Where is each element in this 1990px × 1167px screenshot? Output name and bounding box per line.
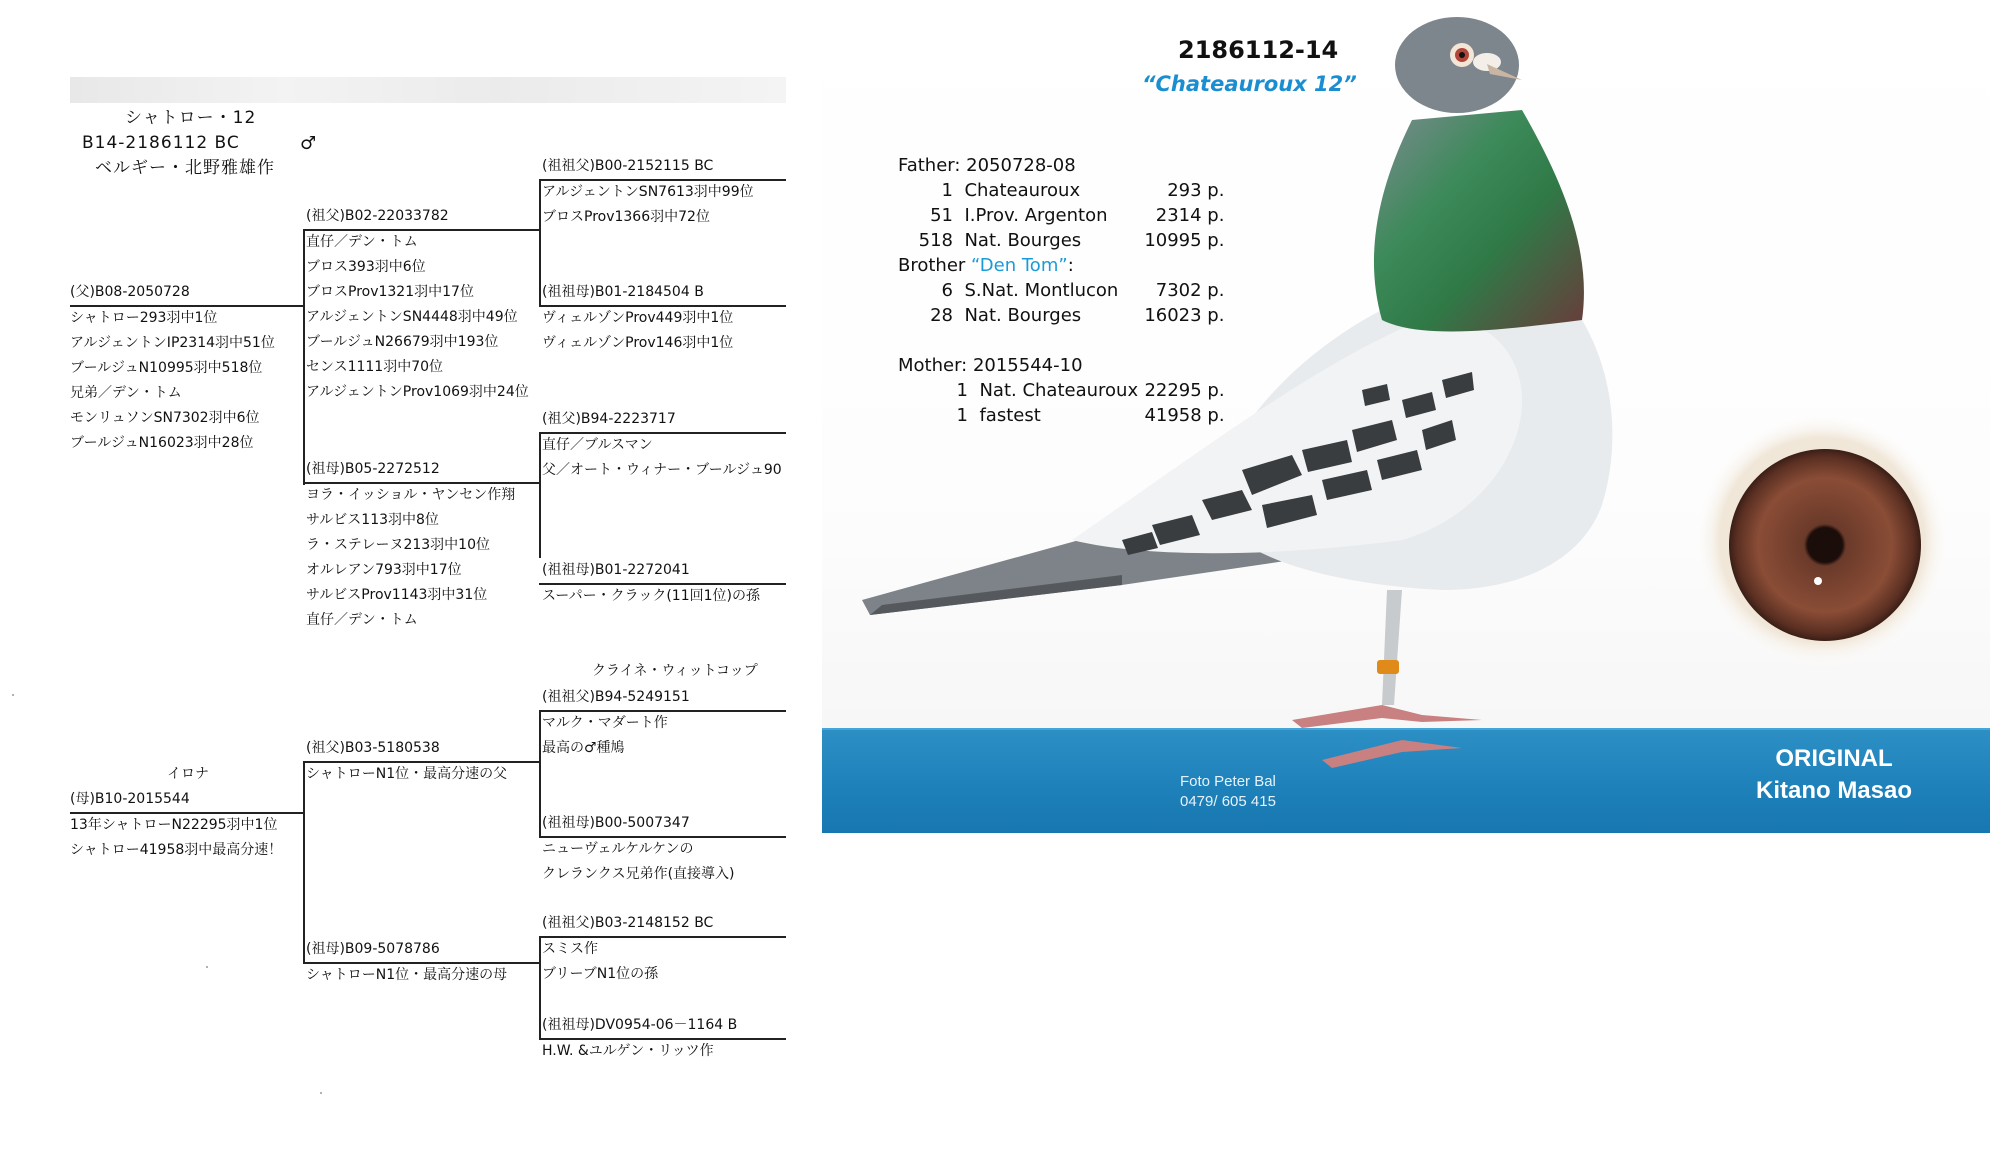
mgf-notes: シャトローN1位・最高分速の父 [306, 766, 508, 782]
father-id: (父)B08-2050728 [70, 284, 190, 300]
eye-closeup-iris [1729, 449, 1921, 641]
father-bracket [303, 230, 305, 485]
card-ring-number: 2186112-14 [1178, 36, 1339, 64]
pgf-notes: 直仔／デン・トム ブロス393羽中6位 ブロスProv1321羽中17位 アルジェントンSN4448羽中49位 ブールジュN26679羽中193位 センス1111羽中70位 アルジェントンProv1069羽中24位 [306, 234, 529, 400]
pgm-bracket [539, 432, 541, 558]
father-results [898, 178, 1228, 253]
ggf2-notes: 直仔／ブルスマン 父／オート・ウィナー・ブールジュ90 [542, 437, 782, 478]
mgf-id: (祖父)B03-5180538 [306, 740, 440, 756]
pigeon-photo-card [822, 0, 1990, 833]
pigeon-leg [1382, 590, 1402, 705]
ggf1-notes: アルジェントンSN7613羽中99位 ブロスProv1366羽中72位 [542, 184, 754, 225]
mother-results [898, 378, 1228, 428]
ggm4-notes: H.W. &ユルゲン・リッツ作 [542, 1043, 714, 1059]
result-row: 28 Nat. Bourges 16023 p. [930, 305, 1225, 326]
ggm1-id: (祖祖母)B01-2184504 B [542, 284, 704, 300]
ggf2-id: (祖父)B94-2223717 [542, 411, 676, 427]
scan-speck [12, 694, 14, 696]
result-row: 1 fastest 41958 p. [956, 405, 1225, 426]
scan-shadow [70, 77, 786, 103]
ggm1-notes: ヴィェルゾンProv449羽中1位 ヴィェルゾンProv146羽中1位 [542, 310, 734, 351]
pigeon-neck [1374, 110, 1584, 332]
result-row: 1 Chateauroux 293 p. [941, 180, 1225, 201]
mother-id: (母)B10-2015544 [70, 791, 190, 807]
pigeon-foot [1292, 705, 1482, 728]
ggm3-notes: ニューヴェルケルケンの クレランクス兄弟作(直接導入) [542, 841, 735, 882]
card-bird-name: “Chateauroux 12” [1142, 72, 1357, 96]
ggm4-id: (祖祖母)DV0954-06－1164 B [542, 1017, 738, 1033]
note: ブールジュN16023羽中28位 [70, 435, 254, 451]
pgm-id: (祖母)B05-2272512 [306, 461, 440, 477]
father-line: Father: 2050728-08 [898, 155, 1076, 176]
result-row: 1 Nat. Chateauroux 22295 p. [956, 380, 1225, 401]
ggf3-id: (祖祖父)B94-5249151 [542, 689, 690, 705]
ggf3-title: クライネ・ウィットコップ [592, 663, 758, 679]
father-notes [70, 306, 275, 456]
pgf-bracket [539, 179, 541, 305]
ggm2-id: (祖祖母)B01-2272041 [542, 562, 690, 578]
ggf4-id: (祖祖父)B03-2148152 BC [542, 915, 714, 931]
note: シャトロー293羽中1位 [70, 310, 218, 326]
bird-ring: B14-2186112 BC [82, 133, 240, 153]
result-row: 6 S.Nat. Montlucon 7302 p. [941, 280, 1225, 301]
mother-bracket [303, 762, 305, 962]
brother-results [898, 278, 1228, 328]
result-row: 518 Nat. Bourges 10995 p. [918, 230, 1225, 251]
brother-name: “Den Tom” [971, 255, 1068, 276]
pedigree-document [0, 0, 820, 1167]
sex-symbol: ♂ [300, 133, 318, 154]
bird-origin: ベルギー・北野雅雄作 [95, 158, 275, 178]
mother-notes: 13年シャトローN22295羽中1位 シャトロー41958羽中最高分速！ [70, 817, 283, 858]
mother-name: イロナ [167, 766, 209, 782]
ggm3-id: (祖祖母)B00-5007347 [542, 815, 690, 831]
pgf-id: (祖父)B02-22033782 [306, 208, 449, 224]
mgm-bracket [539, 937, 541, 1039]
ggm2-notes: スーパー・クラック(11回1位)の孫 [542, 588, 760, 604]
eye-closeup-highlight [1814, 577, 1822, 585]
scan-speck [320, 1092, 322, 1094]
bird-name: シャトロー・12 [125, 108, 257, 128]
note: モンリュソンSN7302羽中6位 [70, 410, 260, 426]
pgm-notes: ヨラ・イッショル・ヤンセン作翔 サルビス113羽中8位 ラ・ステレーヌ213羽中10位 オルレアン793羽中17位 サルビスProv1143羽中31位 直仔／デン・トム [306, 487, 516, 628]
brother-line: Brother “Den Tom”: [898, 255, 1074, 276]
mgm-id: (祖母)B09-5078786 [306, 941, 440, 957]
ggf3-notes: マルク・マダート作 最高の♂種鳩 [542, 715, 668, 756]
pigeon-foot-2 [1322, 740, 1462, 768]
result-row: 51 I.Prov. Argenton 2314 p. [930, 205, 1225, 226]
scan-speck [206, 966, 208, 968]
pigeon-cere [1473, 53, 1501, 71]
photo-credit: Foto Peter Bal 0479/ 605 415 [1180, 773, 1276, 810]
mother-line: Mother: 2015544-10 [898, 355, 1083, 376]
ggf1-id: (祖祖父)B00-2152115 BC [542, 158, 714, 174]
mgm-notes: シャトローN1位・最高分速の母 [306, 967, 508, 983]
note: ブールジュN10995羽中518位 [70, 360, 263, 376]
original-mark: ORIGINAL Kitano Masao [1755, 745, 1913, 804]
note: 兄弟／デン・トム [70, 385, 182, 401]
ggf4-notes: スミス作 ブリーブN1位の孫 [542, 941, 659, 982]
mgf-bracket [539, 710, 541, 837]
leg-ring [1377, 660, 1399, 674]
note: アルジェントンIP2314羽中51位 [70, 335, 275, 351]
